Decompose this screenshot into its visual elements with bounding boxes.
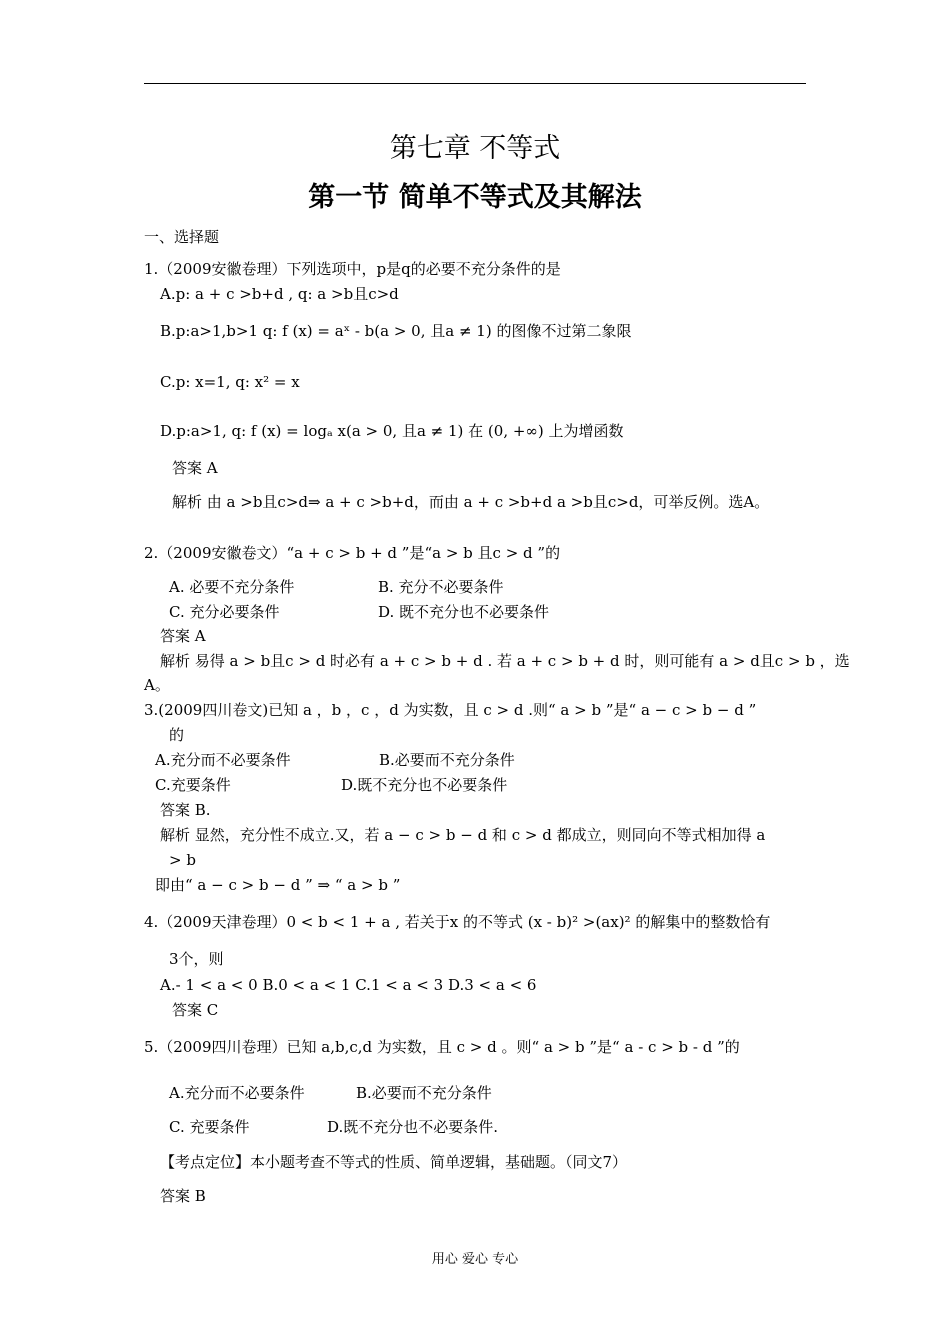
header-rule bbox=[144, 83, 806, 84]
q3-option-b: B.必要而不充分条件 bbox=[379, 751, 515, 769]
q1-option-b: B.p:a>1,b>1 q: f (x) = aˣ - b(a > 0, 且a ≠ 1) 的图像不过第二象限 bbox=[160, 322, 632, 340]
q3-option-d: D.既不充分也不必要条件 bbox=[341, 776, 508, 794]
q1-option-a: A.p: a + c >b+d , q: a >b且c>d bbox=[160, 285, 399, 303]
q1-option-d: D.p:a>1, q: f (x) = logₐ x(a > 0, 且a ≠ 1) 在 (0, +∞) 上为增函数 bbox=[160, 422, 624, 440]
q2-option-a: A. 必要不充分条件 bbox=[169, 578, 295, 596]
q3-option-a: A.充分而不必要条件 bbox=[155, 751, 291, 769]
q2-answer: 答案 A bbox=[160, 627, 206, 645]
q2-option-b: B. 充分不必要条件 bbox=[378, 578, 504, 596]
q5-option-d: D.既不充分也不必要条件. bbox=[327, 1118, 499, 1136]
q5-stem: 5.（2009四川卷理）已知 a,b,c,d 为实数，且 c > d 。则“ a > b ”是“ a - c > b - d ”的 bbox=[144, 1038, 740, 1056]
page-footer: 用心 爱心 专心 bbox=[431, 1252, 519, 1267]
q1-option-c: C.p: x=1, q: x² = x bbox=[160, 373, 300, 391]
q1-analysis: 解析 由 a >b且c>d⇒ a + c >b+d，而由 a + c >b+d a >b且c>d，可举反例。选A。 bbox=[172, 493, 770, 511]
q4-options: A.- 1 < a < 0 B.0 < a < 1 C.1 < a < 3 D.3 < a < 6 bbox=[160, 976, 537, 994]
q4-stem-line1: 4.（2009天津卷理）0 < b < 1 + a , 若关于x 的不等式 (x - b)² >(ax)² 的解集中的整数恰有 bbox=[144, 913, 771, 931]
q2-option-d: D. 既不充分也不必要条件 bbox=[378, 603, 550, 621]
q1-stem: 1.（2009安徽卷理）下列选项中，p是q的必要不充分条件的是 bbox=[144, 260, 561, 278]
q3-answer: 答案 B. bbox=[160, 801, 211, 819]
q5-answer: 答案 B bbox=[160, 1187, 206, 1205]
section-label: 一、选择题 bbox=[144, 228, 220, 246]
q3-analysis-line2: > b bbox=[169, 851, 196, 869]
q2-option-c: C. 充分必要条件 bbox=[169, 603, 280, 621]
q2-stem: 2.（2009安徽卷文）“a + c > b + d ”是“a > b 且c > d ”的 bbox=[144, 544, 561, 562]
q5-option-c: C. 充要条件 bbox=[169, 1118, 250, 1136]
q2-analysis-line1: 解析 易得 a > b且c > d 时必有 a + c > b + d . 若 a + c > b + d 时，则可能有 a > d且c > b ，选 bbox=[160, 652, 850, 670]
q3-analysis-line1: 解析 显然，充分性不成立.又，若 a − c > b − d 和 c > d 都成立，则同向不等式相加得 a bbox=[160, 826, 766, 844]
q5-option-b: B.必要而不充分条件 bbox=[356, 1084, 492, 1102]
q4-answer: 答案 C bbox=[172, 1001, 219, 1019]
chapter-title: 第七章 不等式 bbox=[389, 133, 561, 164]
q5-option-a: A.充分而不必要条件 bbox=[169, 1084, 305, 1102]
q3-stem-line2: 的 bbox=[169, 726, 185, 744]
q4-stem-line2: 3个，则 bbox=[169, 950, 224, 968]
q3-stem-line1: 3.(2009四川卷文)已知 a ，b ，c ，d 为实数，且 c > d .则“ a > b ”是“ a − c > b − d ” bbox=[144, 701, 757, 719]
q3-option-c: C.充要条件 bbox=[155, 776, 231, 794]
q3-analysis-line3: 即由“ a − c > b − d ” ⇒ “ a > b ” bbox=[155, 876, 401, 894]
section-title: 第一节 简单不等式及其解法 bbox=[308, 182, 642, 213]
q5-note: 【考点定位】本小题考查不等式的性质、简单逻辑，基础题。（同文7） bbox=[160, 1153, 628, 1171]
q2-analysis-line2: A。 bbox=[144, 676, 170, 694]
q1-answer: 答案 A bbox=[172, 459, 218, 477]
